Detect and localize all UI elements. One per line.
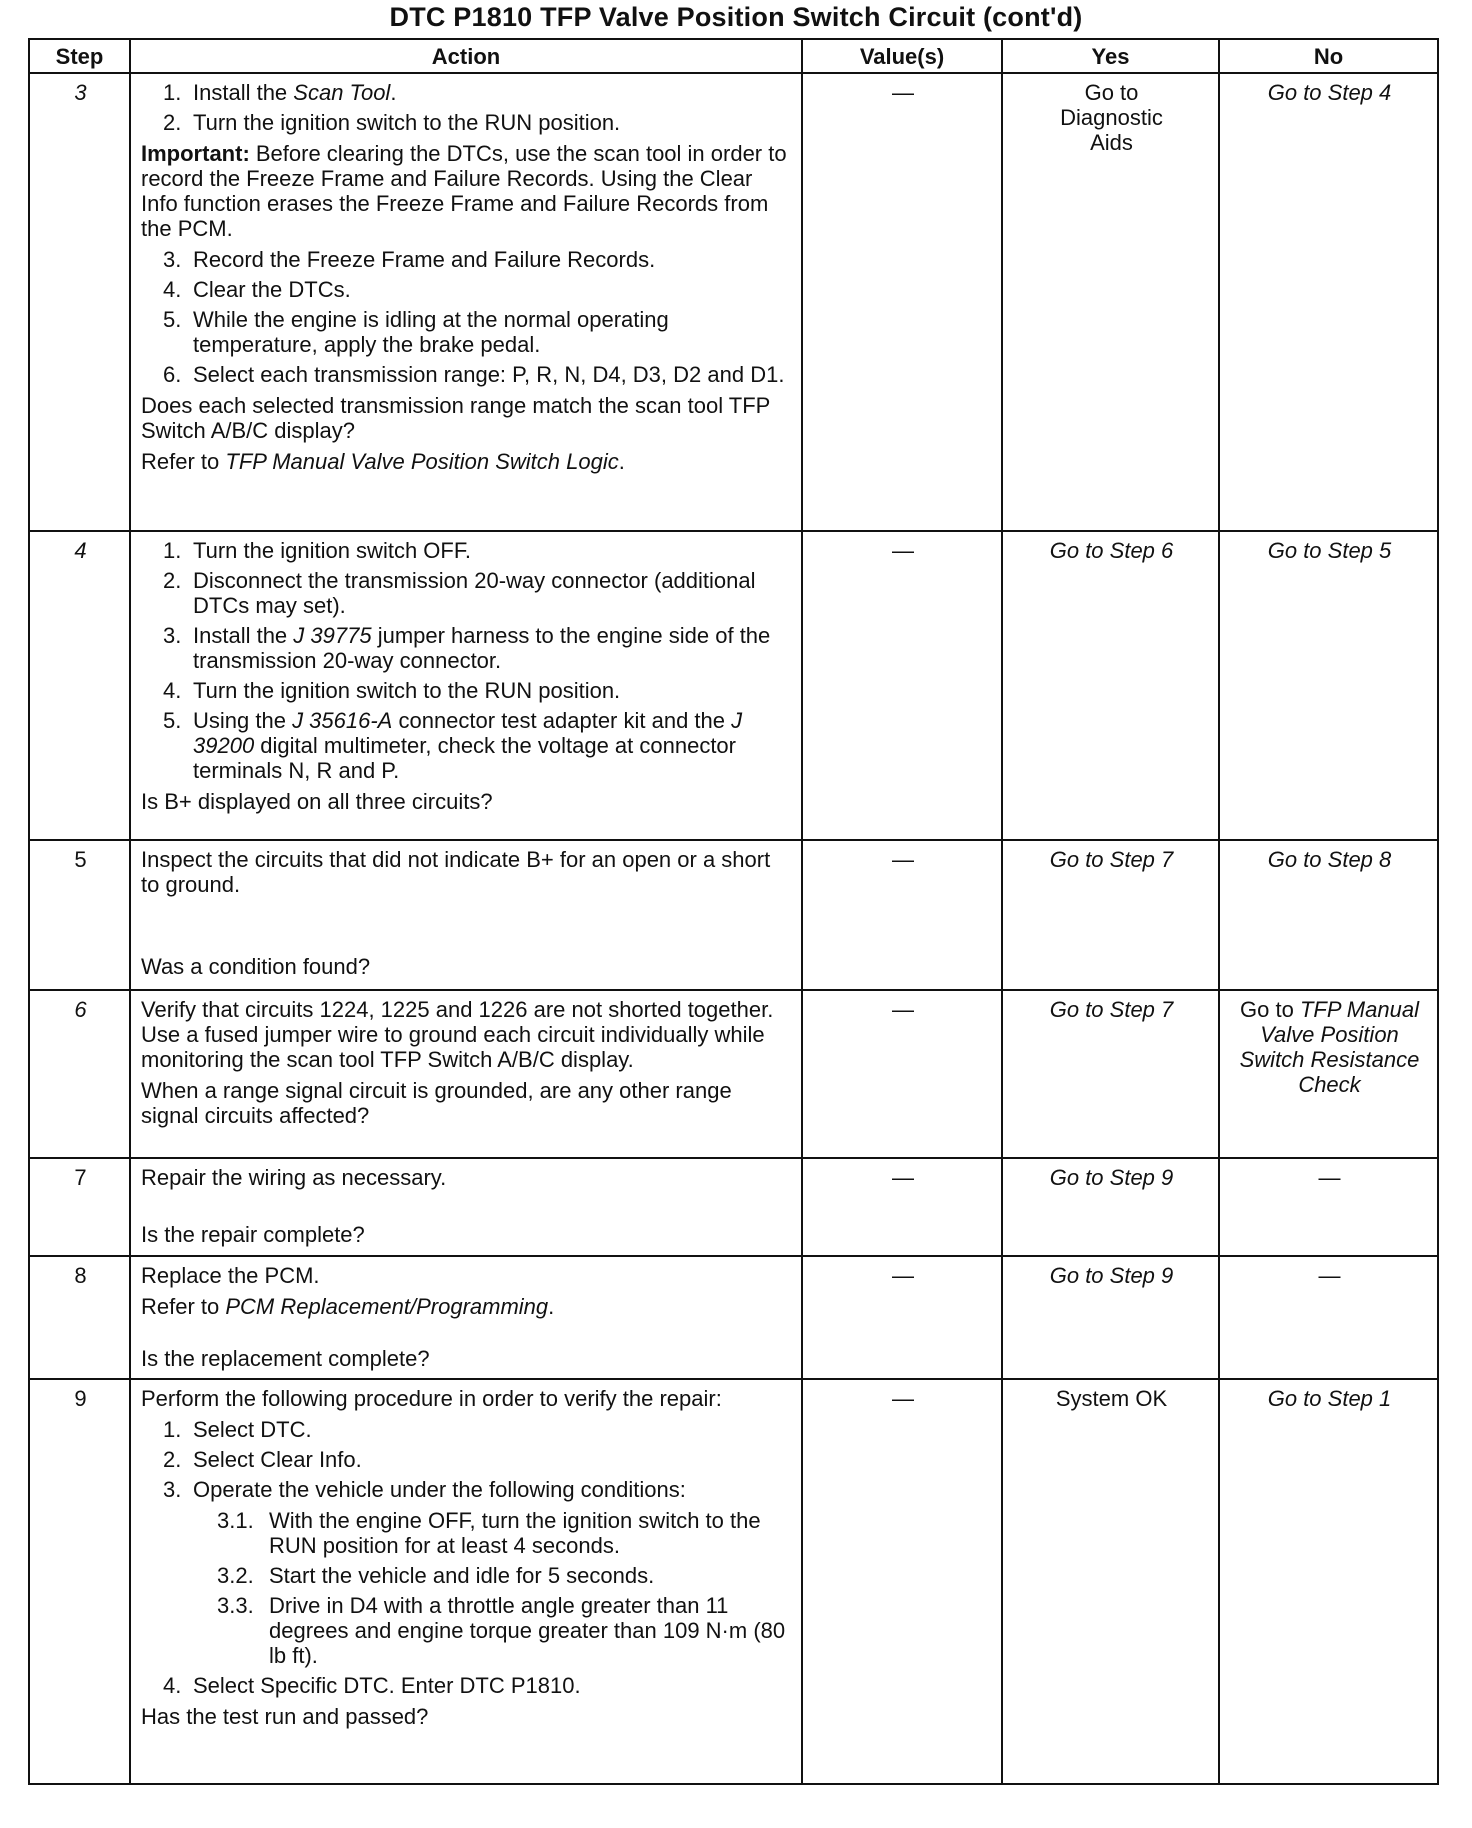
- action-text: Disconnect the transmission 20-way connector (additional DTCs may set).: [193, 568, 756, 618]
- no-cell: —: [1219, 1158, 1438, 1256]
- question-text: Was a condition found?: [141, 954, 371, 979]
- action-cell: 1. Install the Scan Tool. 2. Turn the ignition switch to the RUN position. Important: Before clearing the DTCs, use the scan tool in order to record the Freeze Frame and Failure Records. Using the Clear Info function erases the Freeze Frame and Failure Records from the PCM. 3. Record the Freeze Frame and Failure Records. 4. Clear the DTCs. 5. While the engine is idling at the normal operating temperature, apply the brake pedal. 6. Select each transmission range: P, R, N, D4, D3, D2 and D1. Does each selected transmission range match the scan tool TFP Switch A/B/C display? Refer to TFP Manual Valve Position Switch Logic.: [130, 73, 802, 531]
- action-text: .: [548, 1294, 555, 1319]
- action-text: Refer to: [141, 449, 226, 474]
- table-row: [29, 1158, 1438, 1256]
- table-row: [29, 531, 1438, 840]
- yes-cell[interactable]: Go to Step 9: [1002, 1158, 1219, 1256]
- action-cell: [130, 840, 802, 990]
- yes-cell[interactable]: Go to Step 6: [1002, 531, 1219, 840]
- step-number: 6: [29, 990, 130, 1158]
- step-number: 8: [29, 1256, 130, 1379]
- action-cell: [130, 1256, 802, 1379]
- action-text: Verify that circuits 1224, 1225 and 1226 are not shorted together. Use a fused jumper wire to ground each circuit individually while monitoring the scan tool TFP Switch A/B/C display.: [141, 997, 774, 1072]
- diagnostic-table: [28, 38, 1439, 1785]
- action-text: Replace the PCM.: [141, 1263, 320, 1288]
- reference-link[interactable]: TFP Manual Valve Position Switch Resistance Check: [1239, 997, 1420, 1097]
- yes-cell[interactable]: Go to Step 7: [1002, 990, 1219, 1158]
- action-text: Operate the vehicle under the following conditions:: [193, 1477, 686, 1502]
- action-cell: [130, 990, 802, 1158]
- action-text: Turn the ignition switch OFF.: [193, 538, 471, 563]
- table-row: [29, 840, 1438, 990]
- question-text: Has the test run and passed?: [141, 1704, 429, 1729]
- action-text: .: [390, 80, 397, 105]
- value-cell: —: [802, 1256, 1002, 1379]
- value-cell: —: [802, 1158, 1002, 1256]
- question-text: Does each selected transmission range match the scan tool TFP Switch A/B/C display?: [141, 393, 770, 443]
- no-cell[interactable]: [1219, 990, 1438, 1158]
- question-text: Is B+ displayed on all three circuits?: [141, 789, 493, 814]
- step-number: 7: [29, 1158, 130, 1256]
- reference-link[interactable]: TFP Manual Valve Position Switch Logic: [225, 449, 619, 474]
- yes-cell[interactable]: Go to Step 9: [1002, 1256, 1219, 1379]
- no-cell[interactable]: Go to Step 5: [1219, 531, 1438, 840]
- action-text: Select Clear Info.: [193, 1447, 362, 1472]
- action-cell: Perform the following procedure in order to verify the repair: 1. Select DTC. 2. Select Clear Info. 3. Operate the vehicle under the following conditions: 3.1. With the engine OFF, turn the ignition switch to the RUN position for at least 4 seconds. 3.2. Start the vehicle and idle for 5 seconds. 3.3. Drive in D4 with a throttle angle greater than 11 degrees and engine torque greater than 109 N·m (80 lb ft). 4. Select Specific DTC. Enter DTC P1810. Has the test run and passed?: [130, 1379, 802, 1784]
- table-row: [29, 1379, 1438, 1784]
- value-cell: —: [802, 73, 1002, 531]
- value-cell: —: [802, 1379, 1002, 1784]
- value-cell: —: [802, 840, 1002, 990]
- header-step: Step: [29, 39, 130, 73]
- important-text: Before clearing the DTCs, use the scan tool in order to record the Freeze Frame and Failure Records. Using the Clear Info function erases the Freeze Frame and Failure Records from the PCM.: [141, 141, 787, 241]
- table-row: [29, 990, 1438, 1158]
- tool-reference: J 39775: [293, 623, 372, 648]
- tool-reference: J 39200: [193, 708, 743, 758]
- header-yes: Yes: [1002, 39, 1219, 73]
- step-number: 4: [29, 531, 130, 840]
- value-cell: —: [802, 990, 1002, 1158]
- action-text: connector test adapter kit and the: [392, 708, 732, 733]
- question-text: Is the replacement complete?: [141, 1346, 430, 1371]
- action-text: Select each transmission range: P, R, N, D4, D3, D2 and D1.: [193, 362, 785, 387]
- action-text: Clear the DTCs.: [193, 277, 351, 302]
- step-number: 5: [29, 840, 130, 990]
- no-cell[interactable]: Go to Step 1: [1219, 1379, 1438, 1784]
- page-title: DTC P1810 TFP Valve Position Switch Circuit (cont'd): [389, 2, 1083, 32]
- question-text: When a range signal circuit is grounded, are any other range signal circuits affected?: [141, 1078, 732, 1128]
- action-text: Refer to: [141, 1294, 226, 1319]
- action-text: jumper harness to the engine side of the transmission 20-way connector.: [193, 623, 771, 673]
- action-text: Drive in D4 with a throttle angle greater than 11 degrees and engine torque greater than 109 N·m (80 lb ft).: [269, 1593, 786, 1668]
- no-cell[interactable]: Go to Step 4: [1219, 73, 1438, 531]
- no-cell: —: [1219, 1256, 1438, 1379]
- yes-text: Go to Diagnostic Aids: [1060, 80, 1163, 155]
- action-text: Turn the ignition switch to the RUN position.: [193, 678, 621, 703]
- header-no: No: [1219, 39, 1438, 73]
- reference-link[interactable]: PCM Replacement/Programming: [225, 1294, 549, 1319]
- action-text: Start the vehicle and idle for 5 seconds.: [269, 1563, 655, 1588]
- no-cell[interactable]: Go to Step 8: [1219, 840, 1438, 990]
- action-text: Using the: [193, 708, 293, 733]
- question-text: Is the repair complete?: [141, 1222, 365, 1247]
- yes-cell[interactable]: [1002, 73, 1219, 531]
- no-text: Go to: [1240, 997, 1300, 1022]
- action-text: Perform the following procedure in order to verify the repair:: [141, 1386, 722, 1411]
- table-row: [29, 1256, 1438, 1379]
- action-text: While the engine is idling at the normal operating temperature, apply the brake pedal.: [193, 307, 669, 357]
- header-values: Value(s): [802, 39, 1002, 73]
- action-text: .: [618, 449, 625, 474]
- action-text: digital multimeter, check the voltage at connector terminals N, R and P.: [193, 733, 736, 783]
- action-text: Inspect the circuits that did not indicate B+ for an open or a short to ground.: [141, 847, 771, 897]
- action-text: Select Specific DTC. Enter DTC P1810.: [193, 1673, 581, 1698]
- header-row: [29, 39, 1438, 73]
- action-text: With the engine OFF, turn the ignition switch to the RUN position for at least 4 seconds.: [269, 1508, 761, 1558]
- important-label: Important:: [141, 141, 250, 166]
- action-text: Select DTC.: [193, 1417, 312, 1442]
- header-action: Action: [130, 39, 802, 73]
- action-cell: 1. Turn the ignition switch OFF. 2. Disconnect the transmission 20-way connector (additional DTCs may set). 3. Install the J 39775 jumper harness to the engine side of the transmission 20-way connector. 4. Turn the ignition switch to the RUN position. 5. Using the J 35616-A connector test adapter kit and the J 39200 digital multimeter, check the voltage at connector terminals N, R and P. Is B+ displayed on all three circuits?: [130, 531, 802, 840]
- action-text: Record the Freeze Frame and Failure Records.: [193, 247, 656, 272]
- action-cell: [130, 1158, 802, 1256]
- tool-reference: J 35616-A: [292, 708, 393, 733]
- yes-cell[interactable]: Go to Step 7: [1002, 840, 1219, 990]
- step-number: 9: [29, 1379, 130, 1784]
- action-text: Repair the wiring as necessary.: [141, 1165, 447, 1190]
- value-cell: —: [802, 531, 1002, 840]
- tool-reference: Scan Tool: [293, 80, 391, 105]
- table-row: [29, 73, 1438, 531]
- yes-cell[interactable]: System OK: [1002, 1379, 1219, 1784]
- action-text: Install the: [193, 623, 294, 648]
- action-text: Install the: [193, 80, 294, 105]
- action-text: Turn the ignition switch to the RUN position.: [193, 110, 621, 135]
- step-number: 3: [29, 73, 130, 531]
